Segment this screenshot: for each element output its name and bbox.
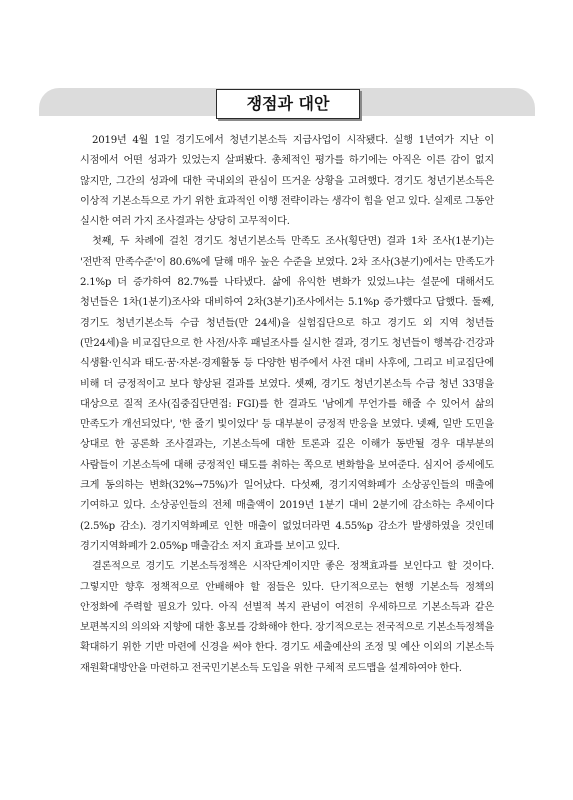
paragraph-conclusion: 결론적으로 경기도 기본소득정책은 시작단계이지만 좋은 정책효과를 보인다고 할 것이다. 그렇지만 향후 정책적으로 안배해야 할 점들은 있다. 단기적으로는 현행 기본소득 정책의 안정화에 주력할 필요가 있다. 아직 선별적 복지 관념이 여전히 우세하므로 기본소득과 같은 보편복지의 의의와 지향에 대한 홍보를 강화해야 한다. 장기적으로는 전국적으로 기본소득정책을 확대하기 위한 기반 마련에 신경을 써야 한다. 경기도 세출예산의 조정 및 예산 이외의 기본소득 재원확대방안을 마련하고 전국민기본소득 도입을 위한 구체적 로드맵을 설계하여야 한다. (80, 561, 494, 674)
paragraph-findings: 첫째, 두 차례에 걸친 경기도 청년기본소득 만족도 조사(횡단면) 결과 1차 조사(1분기)는 '전반적 만족수준'이 80.6%에 달해 매우 높은 수준을 보였다. 2차 조사(3분기)에서는 만족도가 2.1%p 더 증가하여 82.7%를 나타냈다. 삶에 유익한 변화가 있었느냐는 설문에 대해서도 청년들은 1차(1분기)조사와 대비하여 2차(3분기)조사에서는 5.1%p 증가했다고 답했다. 둘째, 경기도 청년기본소득 수급 청년들(만 24세)을 실험집단으로 하고 경기도 외 지역 청년들(만24세)을 비교집단으로 한 사전/사후 패널조사를 실시한 결과, 경기도 청년들이 행복감·건강과 식생활·인식과 태도·꿈·자본·경제활동 등 다양한 범주에서 사전 대비 사후에, 그리고 비교집단에 비해 더 긍정적이고 보다 향상된 결과를 보였다. 셋째, 경기도 청년기본소득 수급 청년 33명을 대상으로 질적 조사(집중집단면접: FGI)를 한 결과도 '남에게 무언가를 해줄 수 있어서 삶의 만족도가 개선되었다', '한 줄기 빛이었다' 등 대부분이 긍정적 반응을 보였다. 넷째, 일반 도민을 상대로 한 공론화 조사결과는, 기본소득에 대한 토론과 깊은 이해가 동반될 경우 대부분의 사람들이 기본소득에 대해 긍정적인 태도를 취하는 쪽으로 변화함을 보여준다. 심지어 증세에도 크게 동의하는 변화(32%→75%)가 일어났다. 다섯째, 경기지역화폐가 소상공인들의 매출에 기여하고 있다. 소상공인들의 전체 매출액이 2019년 1분기 대비 2분기에 감소하는 추세이다(2.5%p 감소). 경기지역화폐로 인한 매출이 없었더라면 4.55%p 감소가 발생하였을 것인데 경기지역화폐가 2.05%p 매출감소 저지 효과를 보이고 있다. (80, 236, 494, 552)
section-title: 쟁점과 대안 (216, 89, 360, 119)
paragraph-intro: 2019년 4월 1일 경기도에서 청년기본소득 지급사업이 시작됐다. 실행 1년여가 지난 이 시점에서 어떤 성과가 있었는지 살펴봤다. 총체적인 평가를 하기에는 아직은 이른 감이 없지 않지만, 그간의 성과에 대한 국내외의 관심이 뜨거운 상황을 고려했다. 경기도 청년기본소득은 이상적 기본소득으로 가기 위한 효과적인 이행 전략이라는 생각이 힘을 얻고 있다. 실제로 그동안 실시한 여러 가지 조사결과는 상당히 고무적이다. (80, 135, 494, 228)
body-text (80, 131, 494, 679)
